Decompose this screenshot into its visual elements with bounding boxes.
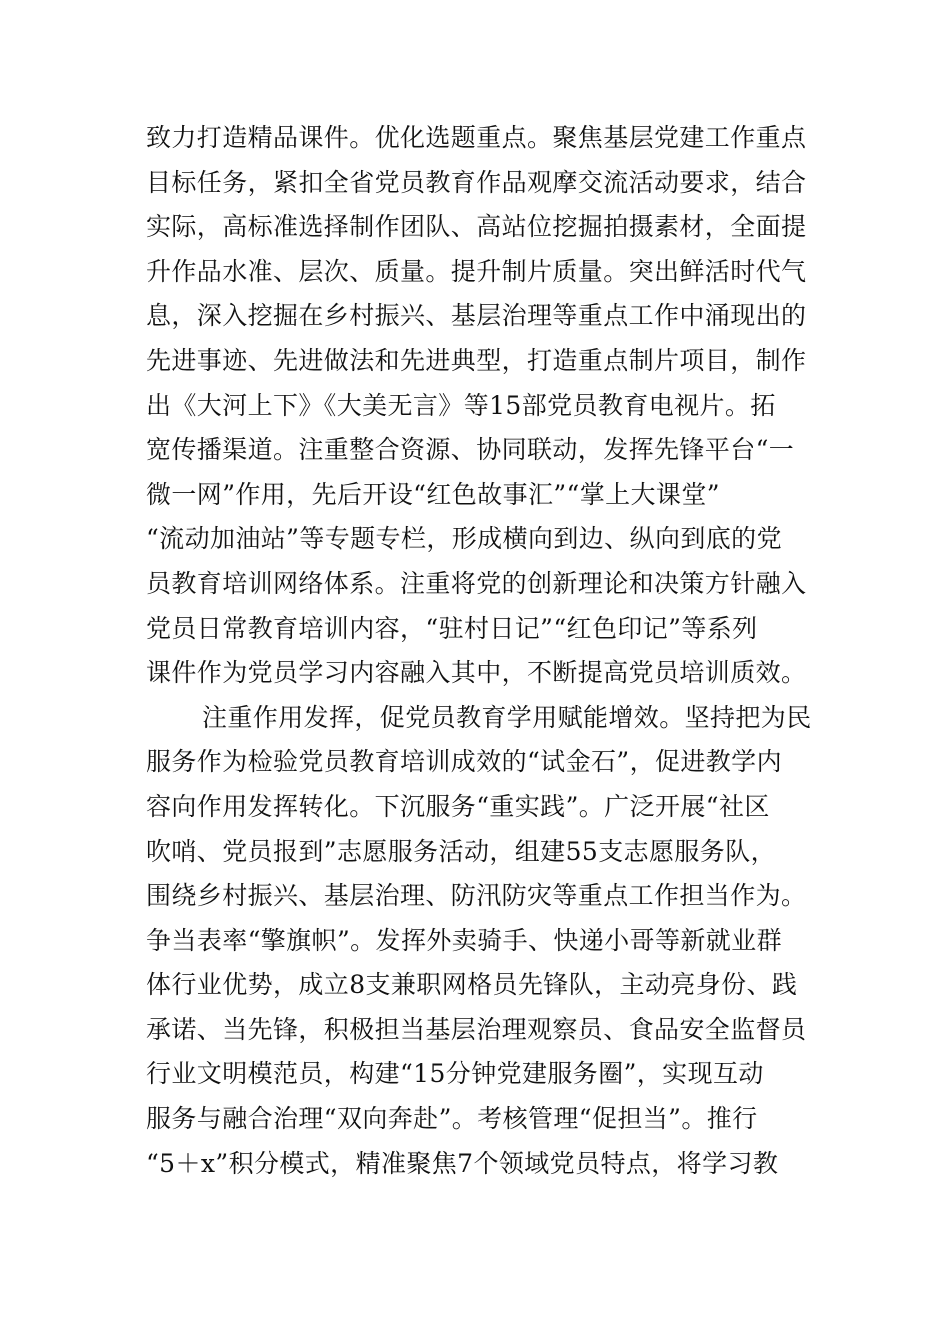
text-line: 先进事迹、先进做法和先进典型，打造重点制片项目，制作 [146, 345, 807, 375]
paragraph-1 [146, 116, 810, 696]
text-line: 争当表率“擎旗帜”。发挥外卖骑手、快递小哥等新就业群 [146, 925, 782, 955]
text-line: 微一网”作用，先后开设“红色故事汇”“掌上大课堂” [146, 479, 720, 509]
text-line: 服务与融合治理“双向奔赴”。考核管理“促担当”。推行 [146, 1104, 758, 1134]
text-line: 实际，高标准选择制作团队、高站位挖掘拍摄素材，全面提 [146, 212, 807, 242]
text-line: 致力打造精品课件。优化选题重点。聚焦基层党建工作重点 [146, 123, 807, 152]
text-line: 宽传播渠道。注重整合资源、协同联动，发挥先锋平台“一 [146, 435, 795, 465]
text-line: “流动加油站”等专题专栏，形成横向到边、纵向到底的党 [146, 524, 782, 554]
text-line: 体行业优势，成立8支兼职网格员先锋队，主动亮身份、践 [146, 970, 798, 1000]
text-line: 员教育培训网络体系。注重将党的创新理论和决策方针融入 [146, 568, 807, 598]
text-line: 行业文明模范员，构建“15分钟党建服务圈”，实现互动 [146, 1059, 764, 1089]
text-line: 党员日常教育培训内容，“驻村日记”“红色印记”等系列 [146, 613, 758, 643]
text-line: 出《大河上下》《大美无言》等15部党员教育电视片。拓 [146, 390, 776, 420]
text-line: 吹哨、党员报到”志愿服务活动，组建55支志愿服务队， [146, 836, 776, 866]
text-line: 息，深入挖掘在乡村振兴、基层治理等重点工作中涌现出的 [146, 301, 807, 331]
body-text [146, 116, 810, 1186]
text-line: 承诺、当先锋，积极担当基层治理观察员、食品安全监督员 [146, 1014, 807, 1044]
text-line: 升作品水准、层次、质量。提升制片质量。突出鲜活时代气 [146, 256, 807, 286]
text-line: 服务作为检验党员教育培训成效的“试金石”，促进教学内 [146, 747, 782, 777]
text-line: 课件作为党员学习内容融入其中，不断提高党员培训质效。 [146, 658, 807, 688]
text-line-indented: 注重作用发挥，促党员教育学用赋能增效。坚持把为民 [202, 702, 812, 732]
text-line: 容向作用发挥转化。下沉服务“重实践”。广泛开展“社区 [146, 791, 770, 821]
text-line: 目标任务，紧扣全省党员教育作品观摩交流活动要求，结合 [146, 167, 807, 197]
text-line: 围绕乡村振兴、基层治理、防汛防灾等重点工作担当作为。 [146, 881, 807, 911]
paragraph-2 [146, 696, 810, 1187]
text-line: “5＋x”积分模式，精准聚焦7个领域党员特点，将学习教 [146, 1148, 779, 1178]
